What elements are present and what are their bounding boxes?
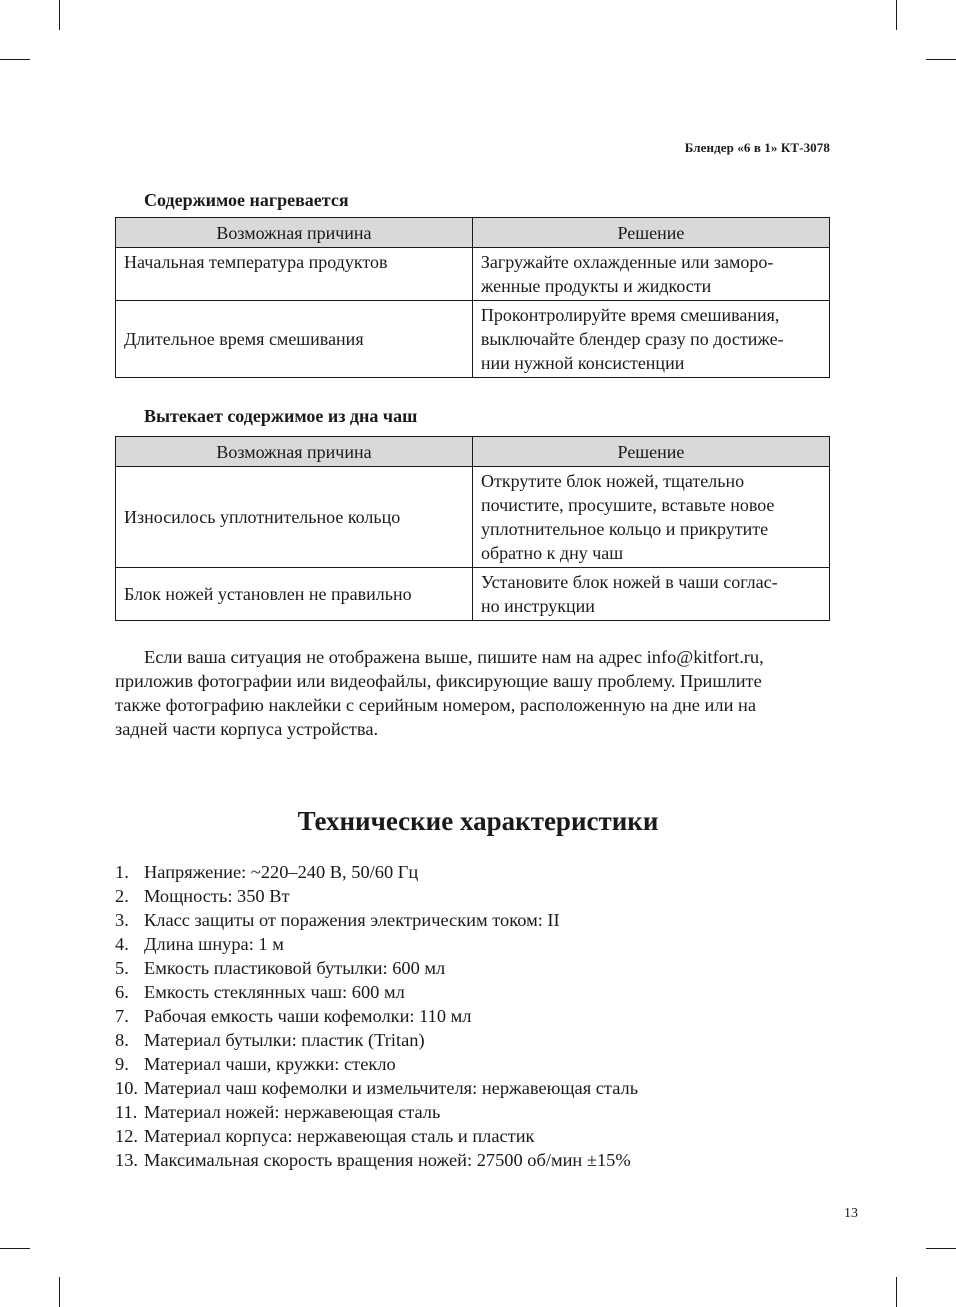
specs-list — [115, 860, 638, 1172]
list-item — [115, 1028, 638, 1052]
item-text: Мощность: 350 Вт — [144, 886, 290, 906]
list-item — [115, 1148, 638, 1172]
running-header: Блендер «6 в 1» КТ-3078 — [684, 140, 830, 155]
item-number: 8. — [115, 1030, 129, 1050]
cause-cell: Длительное время смешивания — [116, 301, 473, 378]
item-number: 13. — [115, 1150, 138, 1170]
crop-mark — [926, 59, 956, 60]
item-number: 7. — [115, 1006, 129, 1026]
solution-line: почистите, просушите, вставьте новое — [480, 495, 775, 515]
item-text: Емкость стеклянных чаш: 600 мл — [144, 982, 405, 1002]
item-number: 6. — [115, 982, 129, 1002]
item-text: Напряжение: ~220–240 В, 50/60 Гц — [144, 862, 419, 882]
item-number: 4. — [115, 934, 129, 954]
item-text: Материал корпуса: нержавеющая сталь и пластик — [144, 1126, 535, 1146]
troubleshooting-table-heating — [115, 217, 830, 378]
item-text: Класс защиты от поражения электрическим током: II — [144, 910, 560, 930]
solution-line: уплотнительное кольцо и прикрутите — [480, 519, 769, 539]
solution-line: нии нужной консистенции — [480, 353, 685, 373]
contact-paragraph — [115, 645, 835, 741]
table-row — [116, 301, 830, 378]
specs-heading: Технические характеристики — [297, 806, 659, 836]
item-text: Материал чаш кофемолки и измельчителя: нержавеющая сталь — [144, 1078, 639, 1098]
crop-mark — [59, 0, 60, 30]
table-row — [116, 467, 830, 568]
cause-cell: Начальная температура продуктов — [116, 248, 473, 301]
table-header-row — [116, 218, 830, 248]
item-text: Емкость пластиковой бутылки: 600 мл — [144, 958, 446, 978]
crop-mark — [0, 1248, 30, 1249]
cause-cell: Блок ножей установлен не правильно — [116, 568, 473, 621]
list-item — [115, 1004, 638, 1028]
item-number: 3. — [115, 910, 129, 930]
crop-mark — [59, 1277, 60, 1307]
item-text: Материал ножей: нержавеющая сталь — [144, 1102, 441, 1122]
list-item — [115, 1100, 638, 1124]
item-number: 9. — [115, 1054, 129, 1074]
col-cause-header: Возможная причина — [116, 437, 473, 467]
solution-line: выключайте блендер сразу по достиже- — [480, 329, 784, 349]
solution-line: Проконтролируйте время смешивания, — [480, 305, 780, 325]
crop-mark — [926, 1248, 956, 1249]
table-row — [116, 568, 830, 621]
solution-line: обратно к дну чаш — [480, 543, 624, 563]
col-solution-header: Решение — [472, 437, 829, 467]
solution-line: но инструкции — [480, 596, 595, 616]
solution-cell — [472, 248, 829, 301]
cause-cell: Износилось уплотнительное кольцо — [116, 467, 473, 568]
paragraph-line: также фотографию наклейки с серийным номером, расположенную на дне или на — [115, 695, 757, 715]
troubleshooting-table-leak — [115, 436, 830, 621]
list-item — [115, 1052, 638, 1076]
item-number: 1. — [115, 862, 129, 882]
crop-mark — [896, 1277, 897, 1307]
item-text: Материал чаши, кружки: стекло — [144, 1054, 396, 1074]
paragraph-line: приложив фотографии или видеофайлы, фиксирующие вашу проблему. Пришлите — [115, 671, 762, 691]
item-number: 10. — [115, 1078, 138, 1098]
col-cause-header: Возможная причина — [116, 218, 473, 248]
item-number: 2. — [115, 886, 129, 906]
item-text: Материал бутылки: пластик (Tritan) — [144, 1030, 425, 1050]
crop-mark — [0, 59, 30, 60]
solution-cell — [472, 467, 829, 568]
list-item — [115, 908, 638, 932]
solution-cell — [472, 301, 829, 378]
solution-line: Установите блок ножей в чаши соглас- — [480, 572, 778, 592]
paragraph-line: Если ваша ситуация не отображена выше, пишите нам на адрес info@kitfort.ru, — [144, 647, 764, 667]
item-number: 5. — [115, 958, 129, 978]
item-text: Максимальная скорость вращения ножей: 27500 об/мин ±15% — [144, 1150, 631, 1170]
solution-line: женные продукты и жидкости — [480, 276, 712, 296]
item-number: 12. — [115, 1126, 138, 1146]
list-item — [115, 884, 638, 908]
page-number: 13 — [844, 1206, 858, 1221]
list-item — [115, 860, 638, 884]
list-item — [115, 956, 638, 980]
solution-cell — [472, 568, 829, 621]
list-item — [115, 1124, 638, 1148]
item-text: Длина шнура: 1 м — [144, 934, 284, 954]
solution-line: Загружайте охлажденные или заморо- — [480, 252, 774, 272]
col-solution-header: Решение — [472, 218, 829, 248]
solution-line: Открутите блок ножей, тщательно — [480, 471, 745, 491]
table-row — [116, 248, 830, 301]
list-item — [115, 980, 638, 1004]
list-item — [115, 932, 638, 956]
paragraph-line: задней части корпуса устройства. — [115, 719, 379, 739]
table2-title: Вытекает содержимое из дна чаш — [144, 406, 418, 426]
crop-mark — [896, 0, 897, 30]
list-item — [115, 1076, 638, 1100]
item-number: 11. — [115, 1102, 138, 1122]
item-text: Рабочая емкость чаши кофемолки: 110 мл — [144, 1006, 472, 1026]
table-header-row — [116, 437, 830, 467]
table1-title: Содержимое нагревается — [144, 190, 349, 210]
